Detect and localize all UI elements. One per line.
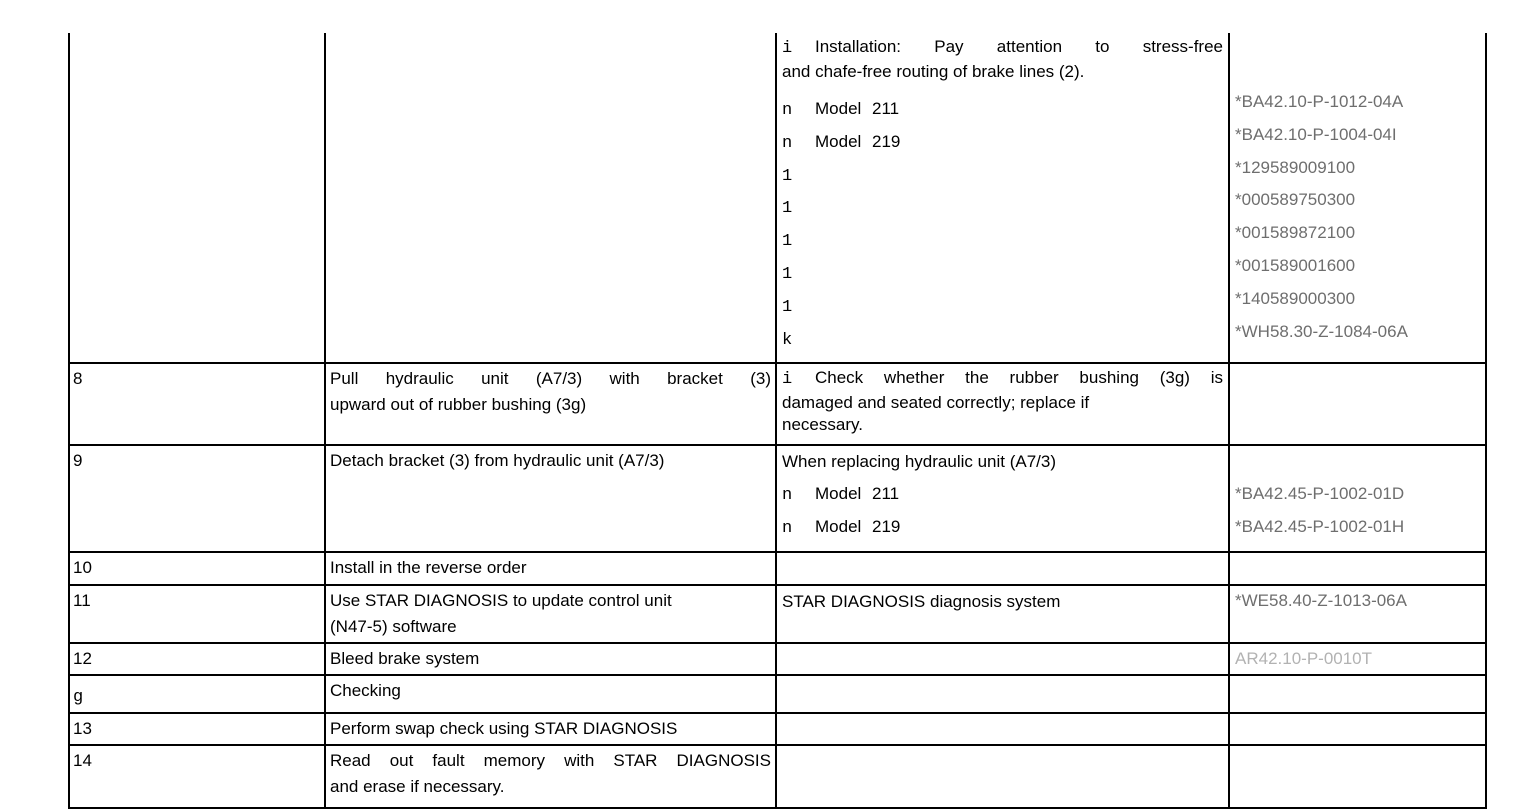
model-symbol-icon: n bbox=[782, 133, 793, 153]
action-text: Pull hydraulic unit (A7/3) with bracket (3) bbox=[330, 369, 771, 389]
action-cell bbox=[325, 745, 776, 808]
note-intro: When replacing hydraulic unit (A7/3) bbox=[782, 452, 1057, 472]
step-number: 14 bbox=[73, 750, 92, 770]
note-cell bbox=[776, 363, 1229, 445]
procedure-table bbox=[68, 33, 1487, 809]
action-text: (N47-5) software bbox=[330, 616, 457, 636]
reference-cell bbox=[1229, 713, 1486, 745]
step-number: 12 bbox=[73, 648, 92, 668]
step-number: 8 bbox=[73, 369, 83, 389]
note-cell bbox=[776, 745, 1229, 808]
step-cell bbox=[69, 552, 325, 585]
note-text: Check whether the rubber bushing (3g) is bbox=[815, 368, 1223, 388]
table-row bbox=[69, 745, 1486, 808]
document-reference-link[interactable]: *BA42.45-P-1002-01D bbox=[1235, 484, 1405, 504]
table-row bbox=[69, 643, 1486, 675]
note-cell bbox=[776, 643, 1229, 675]
action-cell bbox=[325, 33, 776, 363]
note-item bbox=[782, 327, 1223, 360]
model-symbol-icon: n bbox=[782, 101, 793, 120]
action-cell bbox=[325, 713, 776, 745]
table-row bbox=[69, 713, 1486, 745]
item-symbol-icon: 1 bbox=[782, 297, 793, 317]
action-text: and erase if necessary. bbox=[330, 776, 505, 796]
note-cell bbox=[776, 445, 1229, 552]
document-reference-link[interactable]: AR42.10-P-0010T bbox=[1235, 648, 1373, 668]
action-text: Detach bracket (3) from hydraulic unit (A7/3) bbox=[330, 451, 665, 471]
step-cell bbox=[69, 745, 325, 808]
reference-cell bbox=[1229, 643, 1486, 675]
document-reference-link[interactable]: *001589872100 bbox=[1235, 223, 1356, 243]
note-item bbox=[782, 482, 1223, 515]
item-symbol-icon: 1 bbox=[782, 166, 793, 186]
section-symbol-icon: g bbox=[73, 687, 84, 707]
reference-cell bbox=[1229, 585, 1486, 643]
reference-cell bbox=[1229, 363, 1486, 445]
action-cell bbox=[325, 643, 776, 675]
note-line: and chafe-free routing of brake lines (2). bbox=[782, 61, 1085, 81]
item-symbol-icon: 1 bbox=[782, 264, 793, 284]
note-item-text: Model 219 bbox=[815, 131, 901, 151]
note-item bbox=[782, 261, 1223, 294]
note-line bbox=[782, 367, 1223, 392]
item-symbol-icon: 1 bbox=[782, 232, 793, 252]
reference-cell bbox=[1229, 552, 1486, 585]
document-reference-link[interactable]: *BA42.45-P-1002-01H bbox=[1235, 517, 1405, 537]
reference-cell bbox=[1229, 445, 1486, 552]
note-line: damaged and seated correctly; replace if bbox=[782, 392, 1090, 412]
model-symbol-icon: n bbox=[782, 486, 793, 506]
action-cell bbox=[325, 552, 776, 585]
document-reference-link[interactable]: *WH58.30-Z-1084-06A bbox=[1235, 321, 1408, 341]
note-text: Installation: Pay attention to stress-free bbox=[815, 37, 1223, 56]
table-row bbox=[69, 445, 1486, 552]
step-cell bbox=[69, 33, 325, 363]
note-line: necessary. bbox=[782, 415, 863, 435]
step-number: 9 bbox=[73, 451, 83, 471]
action-text: Bleed brake system bbox=[330, 648, 480, 668]
action-text: Perform swap check using STAR DIAGNOSIS bbox=[330, 718, 678, 738]
info-symbol-icon: i bbox=[782, 39, 793, 58]
note-item bbox=[782, 228, 1223, 261]
note-item-text: Model 211 bbox=[815, 484, 900, 504]
reference-cell bbox=[1229, 745, 1486, 808]
document-reference-link[interactable]: *129589009100 bbox=[1235, 157, 1356, 177]
table-row bbox=[69, 363, 1486, 445]
document-reference-link[interactable]: *001589001600 bbox=[1235, 255, 1356, 275]
step-cell bbox=[69, 445, 325, 552]
note-item bbox=[782, 195, 1223, 228]
step-number: 13 bbox=[73, 718, 92, 738]
document-reference-link[interactable]: *140589000300 bbox=[1235, 288, 1356, 308]
table-row bbox=[69, 552, 1486, 585]
section-title: Checking bbox=[330, 680, 401, 700]
action-text: Use STAR DIAGNOSIS to update control unit bbox=[330, 590, 672, 610]
note-cell bbox=[776, 675, 1229, 713]
table-row-section bbox=[69, 675, 1486, 713]
note-item bbox=[782, 130, 1223, 163]
note-item bbox=[782, 515, 1223, 548]
note-cell bbox=[776, 33, 1229, 363]
reference-cell bbox=[1229, 675, 1486, 713]
item-symbol-icon: k bbox=[782, 330, 793, 350]
step-cell bbox=[69, 643, 325, 675]
note-cell bbox=[776, 552, 1229, 585]
document-reference-link[interactable]: *WE58.40-Z-1013-06A bbox=[1235, 590, 1407, 610]
item-symbol-icon: 1 bbox=[782, 199, 793, 219]
action-text: Install in the reverse order bbox=[330, 557, 527, 577]
table-row bbox=[69, 585, 1486, 643]
document-reference-link[interactable]: *BA42.10-P-1004-04I bbox=[1235, 124, 1397, 144]
note-cell bbox=[776, 585, 1229, 643]
step-number: 11 bbox=[73, 590, 91, 610]
reference-cell bbox=[1229, 33, 1486, 363]
note-item-text: Model 219 bbox=[815, 517, 901, 537]
step-cell bbox=[69, 363, 325, 445]
step-cell bbox=[69, 585, 325, 643]
model-symbol-icon: n bbox=[782, 519, 793, 539]
info-symbol-icon: i bbox=[782, 370, 793, 390]
note-item bbox=[782, 163, 1223, 196]
action-text: Read out fault memory with STAR DIAGNOSIS bbox=[330, 750, 771, 770]
step-number: 10 bbox=[73, 557, 92, 577]
note-cell bbox=[776, 713, 1229, 745]
action-cell bbox=[325, 585, 776, 643]
note-line bbox=[782, 36, 1223, 61]
document-reference-link[interactable]: *000589750300 bbox=[1235, 190, 1356, 210]
note-item bbox=[782, 294, 1223, 327]
table-row-continuation bbox=[69, 33, 1486, 363]
step-cell bbox=[69, 675, 325, 713]
step-cell bbox=[69, 713, 325, 745]
document-reference-link[interactable]: *BA42.10-P-1012-04A bbox=[1235, 92, 1404, 111]
action-cell bbox=[325, 675, 776, 713]
action-cell bbox=[325, 363, 776, 445]
note-text: STAR DIAGNOSIS diagnosis system bbox=[782, 591, 1061, 611]
note-item bbox=[782, 97, 1223, 130]
note-item-text: Model 211 bbox=[815, 99, 900, 118]
action-text: upward out of rubber bushing (3g) bbox=[330, 395, 587, 415]
action-cell bbox=[325, 445, 776, 552]
